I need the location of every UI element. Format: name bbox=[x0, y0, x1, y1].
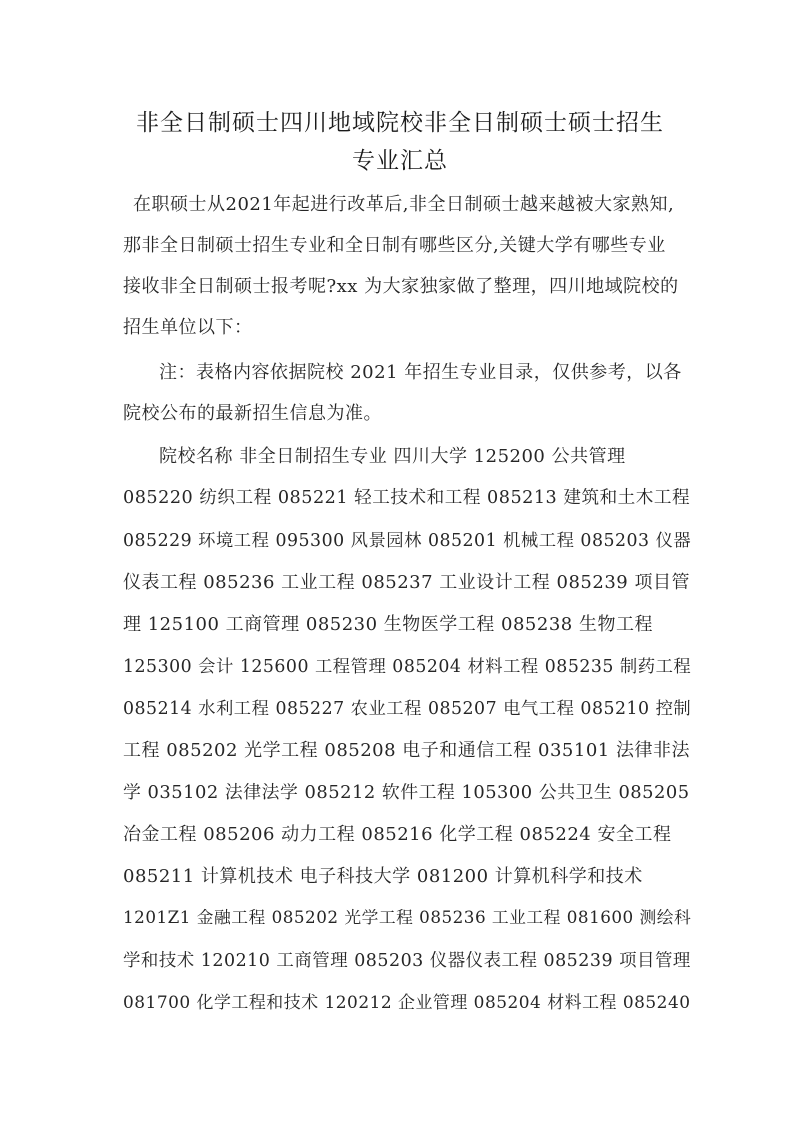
list-line: 081700 化学工程和技术 120212 企业管理 085204 材料工程 085240 bbox=[123, 992, 691, 1012]
list-line: 学 035102 法律法学 085212 软件工程 105300 公共卫生 085205 bbox=[123, 782, 690, 803]
list-line: 085220 纺织工程 085221 轻工技术和工程 085213 建筑和土木工程 bbox=[123, 488, 691, 508]
paragraph-line: 在职硕士从2021年起进行改革后,非全日制硕士越来越被大家熟知, bbox=[133, 194, 675, 215]
document-title-line-2: 专业汇总 bbox=[352, 148, 448, 174]
list-line: 085214 水利工程 085227 农业工程 085207 电气工程 085210 控制 bbox=[123, 699, 692, 719]
list-line: 理 125100 工商管理 085230 生物医学工程 085238 生物工程 bbox=[123, 614, 653, 635]
document-title-line-1: 非全日制硕士四川地域院校非全日制硕士硕士招生 bbox=[136, 110, 664, 136]
list-line: 085229 环境工程 095300 风景园林 085201 机械工程 085203 仪器 bbox=[123, 531, 692, 551]
list-line: 冶金工程 085206 动力工程 085216 化学工程 085224 安全工程 bbox=[123, 824, 672, 845]
list-line: 125300 会计 125600 工程管理 085204 材料工程 085235 制药工程 bbox=[123, 657, 692, 677]
list-line: 1201Z1 金融工程 085202 光学工程 085236 工业工程 081600 测绘科 bbox=[123, 907, 692, 927]
list-line: 院校名称 非全日制招生专业 四川大学 125200 公共管理 bbox=[159, 446, 626, 467]
list-line: 学和技术 120210 工商管理 085203 仪器仪表工程 085239 项目管理 bbox=[123, 951, 691, 971]
list-line: 仪表工程 085236 工业工程 085237 工业设计工程 085239 项目管 bbox=[123, 572, 690, 593]
note-line: 注：表格内容依据院校 2021 年招生专业目录，仅供参考，以各 bbox=[159, 362, 682, 383]
note-line: 院校公布的最新招生信息为准。 bbox=[123, 403, 382, 424]
paragraph-line: 招生单位以下： bbox=[123, 317, 253, 338]
paragraph-line: 那非全日制硕士招生专业和全日制有哪些区分,关键大学有哪些专业 bbox=[123, 235, 666, 256]
paragraph-line: 接收非全日制硕士报考呢?xx 为大家独家做了整理，四川地域院校的 bbox=[123, 276, 679, 297]
list-line: 085211 计算机技术 电子科技大学 081200 计算机科学和技术 bbox=[123, 866, 643, 887]
list-line: 工程 085202 光学工程 085208 电子和通信工程 035101 法律非法 bbox=[123, 740, 690, 761]
